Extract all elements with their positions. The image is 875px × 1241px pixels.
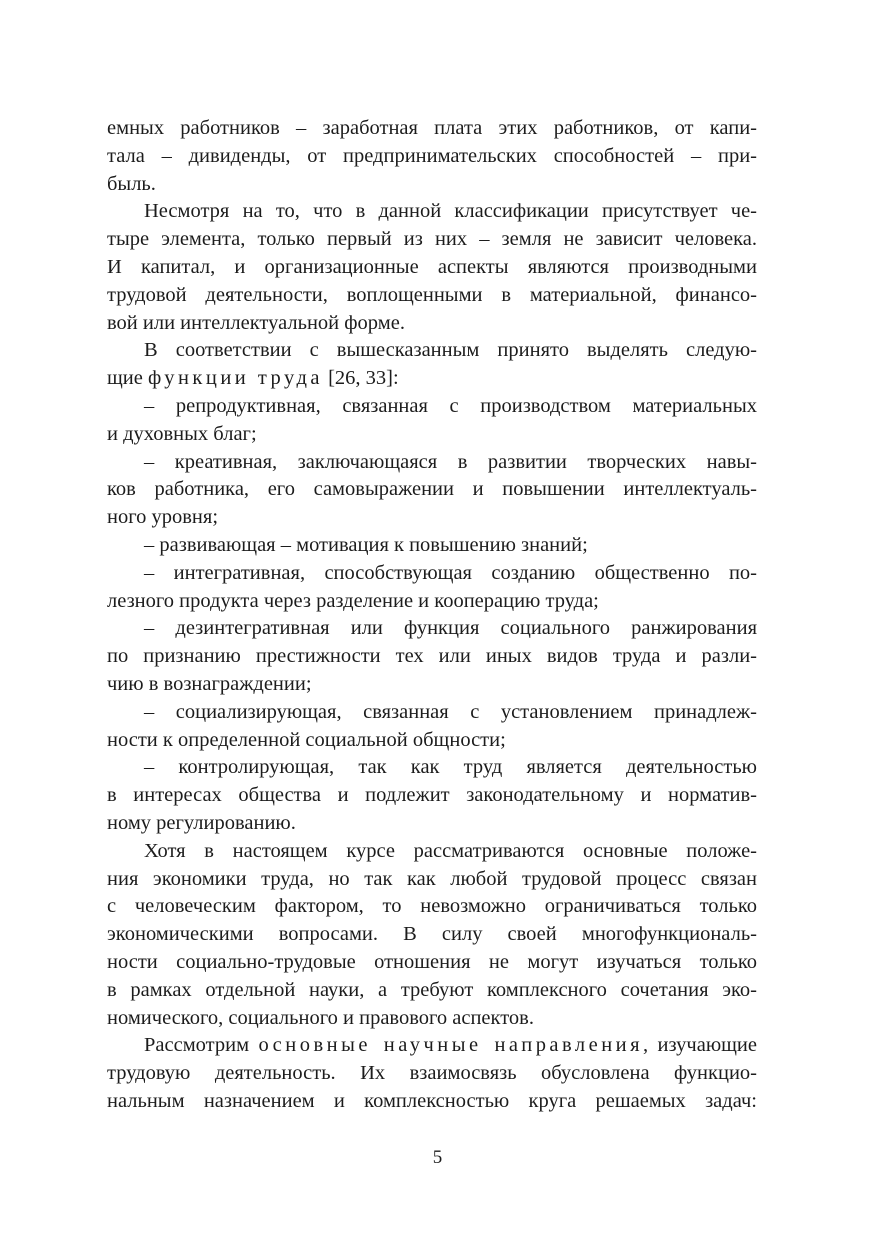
text-line-with-emphasis [107, 365, 757, 393]
text-line-with-emphasis [107, 1032, 757, 1060]
list-item-line: по признанию престижности тех или иных видов труда и разли- [107, 645, 757, 668]
text-line: Несмотря на то, что в данной классификации присутствует че- [144, 200, 757, 223]
text-line: экономическими вопросами. В силу своей многофункциональ- [107, 923, 757, 946]
text-line: быль. [107, 172, 156, 195]
page-body [107, 115, 757, 1116]
text-line: И капитал, и организационные аспекты являются производными [107, 255, 757, 278]
list-item-line: ков работника, его самовыражении и повышении интеллектуаль- [107, 478, 757, 501]
spaced-emphasis: функции труда [147, 367, 323, 390]
list-item-line: лезного продукта через разделение и кооперацию труда; [107, 589, 599, 612]
text-segment: Рассмотрим [144, 1034, 259, 1057]
text-line: номического, социального и правового аспектов. [107, 1006, 534, 1029]
list-item-line: – дезинтегративная или функция социального ранжирования [144, 617, 757, 640]
list-item-line: – интегративная, способствующая созданию общественно по- [144, 561, 757, 584]
text-line: нальным назначением и комплексностью круга решаемых задач: [107, 1089, 757, 1112]
text-line: с человеческим фактором, то невозможно ограничиваться только [107, 895, 757, 918]
text-line: трудовую деятельность. Их взаимосвязь обусловлена функцио- [107, 1062, 757, 1085]
list-item-line: – социализирующая, связанная с установлением принадлеж- [144, 700, 757, 723]
list-item-line: и духовных благ; [107, 422, 257, 445]
text-line: в рамках отдельной науки, а требуют комплексного сочетания эко- [107, 978, 757, 1001]
text-segment: , изучающие [643, 1034, 757, 1057]
list-item-line: в интересах общества и подлежит законодательному и норматив- [107, 784, 757, 807]
text-line: тыре элемента, только первый из них – земля не зависит человека. [107, 228, 757, 251]
list-item-line: ности к определенной социальной общности; [107, 728, 506, 751]
list-item-line: ного уровня; [107, 506, 219, 529]
spaced-emphasis: основные научные направления [258, 1034, 644, 1057]
list-item-line: – креативная, заключающаяся в развитии творческих навы- [144, 450, 757, 473]
text-line: вой или интеллектуальной форме. [107, 311, 405, 334]
text-line: емных работников – заработная плата этих работников, от капи- [107, 117, 757, 139]
text-line: Хотя в настоящем курсе рассматриваются основные положе- [144, 839, 757, 862]
text-segment: [26, 33]: [322, 367, 399, 390]
text-line: ности социально-трудовые отношения не могут изучаться только [107, 950, 757, 973]
list-item-line: – развивающая – мотивация к повышению знаний; [144, 533, 588, 556]
list-item-line: ному регулированию. [107, 811, 296, 834]
list-item-line: – репродуктивная, связанная с производством материальных [144, 394, 757, 417]
list-item-line: – контролирующая, так как труд является деятельностью [144, 756, 757, 779]
text-segment: щие [107, 367, 148, 390]
text-line: тала – дивиденды, от предпринимательских способностей – при- [107, 144, 757, 167]
text-line: В соответствии с вышесказанным принято выделять следую- [144, 339, 757, 362]
text-line: ния экономики труда, но так как любой трудовой процесс связан [107, 867, 757, 890]
text-line: трудовой деятельности, воплощенными в материальной, финансо- [107, 283, 757, 306]
list-item-line: чию в вознаграждении; [107, 672, 312, 695]
page-number: 5 [432, 1147, 443, 1168]
